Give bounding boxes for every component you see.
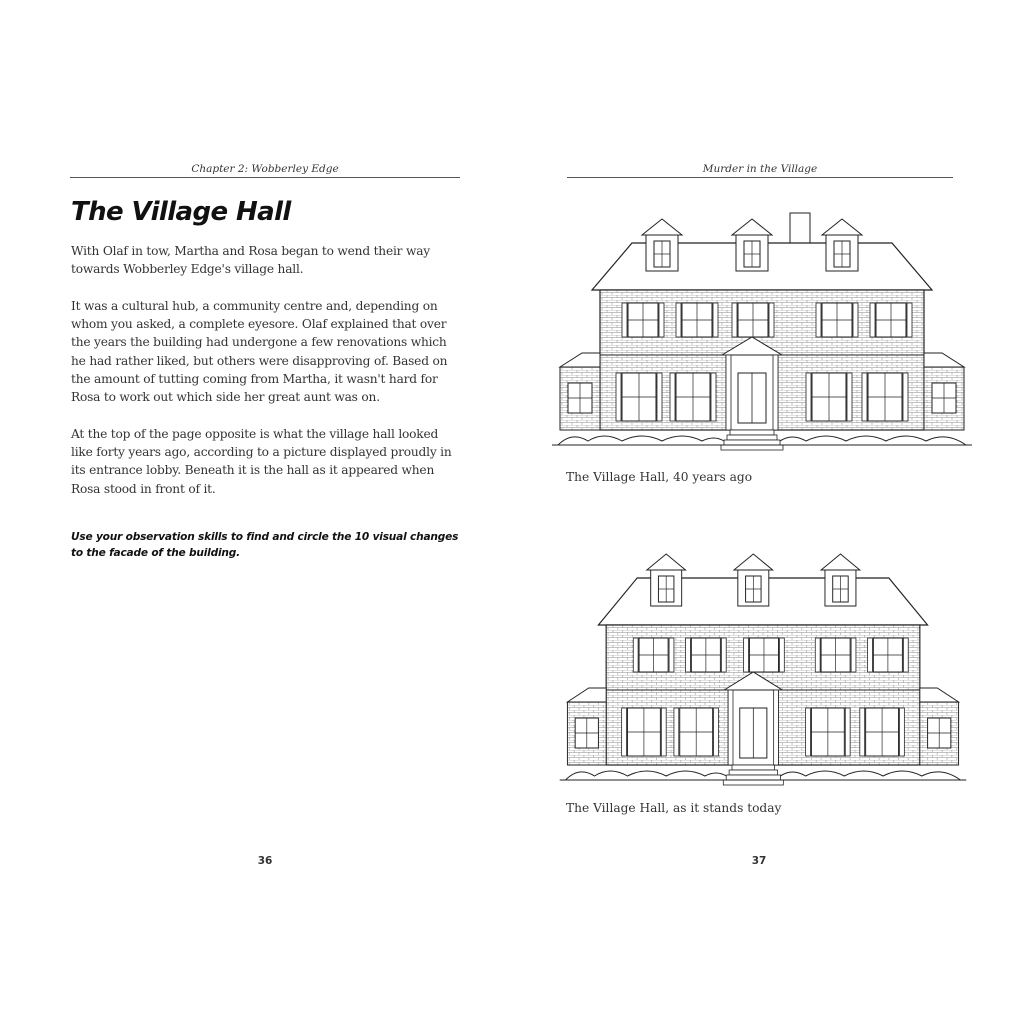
front-step — [732, 765, 775, 770]
window-shutter — [806, 708, 811, 756]
dormer-roof — [822, 219, 862, 235]
window-shutter — [616, 373, 621, 421]
window-shutter — [674, 708, 679, 756]
window-shutter — [847, 373, 852, 421]
ground-window-1 — [616, 373, 662, 421]
front-step — [724, 440, 780, 445]
window-shutter — [860, 708, 865, 756]
window-shutter — [711, 373, 716, 421]
running-head-left: Chapter 2: Wobberley Edge — [191, 163, 339, 175]
header-rule-right — [567, 177, 953, 178]
upper-window-1 — [622, 303, 664, 337]
village-hall-illustration-present — [550, 540, 976, 792]
upper-window-2 — [676, 303, 718, 337]
front-step — [726, 775, 780, 780]
right-wing-roof — [924, 353, 964, 367]
window-shutter — [661, 708, 666, 756]
right-page — [512, 0, 1025, 1025]
paragraph-1: With Olaf in tow, Martha and Rosa began to wend their way towards Wobberley Edge's village hall. — [71, 244, 430, 277]
upper-window-4 — [815, 638, 856, 672]
upper-window-1 — [633, 638, 674, 672]
upper-window-2 — [686, 638, 727, 672]
window-shutter — [721, 638, 726, 672]
dormer-window — [654, 241, 670, 267]
building — [560, 554, 967, 785]
window-shutter — [659, 303, 664, 337]
upper-window-3 — [744, 638, 785, 672]
building — [552, 213, 972, 450]
caption-present: The Village Hall, as it stands today — [566, 801, 782, 815]
window-shutter — [686, 638, 691, 672]
ground-window-4 — [860, 708, 905, 756]
page-title: The Village Hall — [71, 197, 291, 227]
ground-window-3 — [806, 708, 851, 756]
dormer-window — [746, 576, 761, 602]
window-shutter — [862, 373, 867, 421]
dormer-right — [822, 219, 862, 271]
upper-window-4 — [816, 303, 858, 337]
village-hall-drawing-past — [542, 205, 982, 457]
left-wing-roof — [567, 688, 606, 702]
dormer-centre — [734, 554, 773, 606]
right-wing-roof — [920, 688, 959, 702]
window-shutter — [744, 638, 749, 672]
header-rule-left — [70, 177, 460, 178]
portico-column-left — [728, 690, 733, 765]
window-shutter — [816, 303, 821, 337]
ground-window-1 — [622, 708, 667, 756]
left-wing-roof — [560, 353, 600, 367]
dormer-window — [834, 241, 850, 267]
village-hall-illustration-past — [542, 205, 982, 457]
window-shutter — [713, 303, 718, 337]
dormer-roof — [732, 219, 772, 235]
front-step — [729, 770, 777, 775]
paragraph-3: At the top of the page opposite is what the village hall looked like forty years ago, according to a picture displayed proudly in its entrance lobby. Beneath it is the hall as it appeared when Rosa stood in front of it. — [71, 427, 452, 496]
caption-past: The Village Hall, 40 years ago — [566, 470, 753, 484]
window-shutter — [714, 708, 719, 756]
window-shutter — [868, 638, 873, 672]
village-hall-drawing-present — [550, 540, 976, 792]
front-step — [721, 445, 783, 450]
window-shutter — [851, 638, 856, 672]
wing-window-right — [928, 718, 951, 748]
window-shutter — [900, 708, 905, 756]
left-page — [0, 0, 512, 1025]
window-shutter — [815, 638, 820, 672]
dormer-right — [821, 554, 860, 606]
dormer-window — [833, 576, 848, 602]
dormer-roof — [734, 554, 773, 570]
portico-column-right — [773, 355, 778, 430]
dormer-roof — [821, 554, 860, 570]
puzzle-instruction: Use your observation skills to find and circle the 10 visual changes to the facade of the building. — [71, 531, 459, 559]
window-shutter — [622, 708, 627, 756]
upper-window-5 — [868, 638, 909, 672]
window-shutter — [903, 373, 908, 421]
window-shutter — [633, 638, 638, 672]
window-shutter — [845, 708, 850, 756]
window-shutter — [676, 303, 681, 337]
dormer-roof — [647, 554, 686, 570]
portico-column-right — [774, 690, 779, 765]
window-shutter — [779, 638, 784, 672]
window-shutter — [669, 638, 674, 672]
window-shutter — [870, 303, 875, 337]
dormer-centre — [732, 219, 772, 271]
dormer-left — [642, 219, 682, 271]
window-shutter — [622, 303, 627, 337]
window-shutter — [657, 373, 662, 421]
wing-window-left — [575, 718, 598, 748]
page-number-right: 37 — [751, 855, 767, 867]
running-head-right: Murder in the Village — [702, 163, 818, 175]
window-shutter — [907, 303, 912, 337]
paragraph-2: It was a cultural hub, a community centre and, depending on whom you asked, a complete eyesore. Olaf explained that over the years the building had undergone a few renovations which he had rather liked, but others were disapproving of. Based on the amount of tutting coming from Martha, it wasn't hard for Rosa to work out which side her great aunt was on. — [71, 299, 448, 405]
dormer-roof — [642, 219, 682, 235]
window-shutter — [806, 373, 811, 421]
wing-window-left — [568, 383, 592, 413]
window-shutter — [853, 303, 858, 337]
upper-window-3 — [732, 303, 774, 337]
ground-window-3 — [806, 373, 852, 421]
ground-window-4 — [862, 373, 908, 421]
window-shutter — [732, 303, 737, 337]
window-shutter — [670, 373, 675, 421]
front-step — [730, 430, 774, 435]
window-shutter — [903, 638, 908, 672]
front-step — [727, 435, 777, 440]
dormer-window — [744, 241, 760, 267]
dormer-window — [658, 576, 673, 602]
wing-window-right — [932, 383, 956, 413]
page-number-left: 36 — [257, 855, 273, 867]
ground-window-2 — [674, 708, 719, 756]
ground-window-2 — [670, 373, 716, 421]
window-shutter — [769, 303, 774, 337]
portico-column-left — [726, 355, 731, 430]
front-step — [723, 780, 783, 785]
upper-window-5 — [870, 303, 912, 337]
dormer-left — [647, 554, 686, 606]
